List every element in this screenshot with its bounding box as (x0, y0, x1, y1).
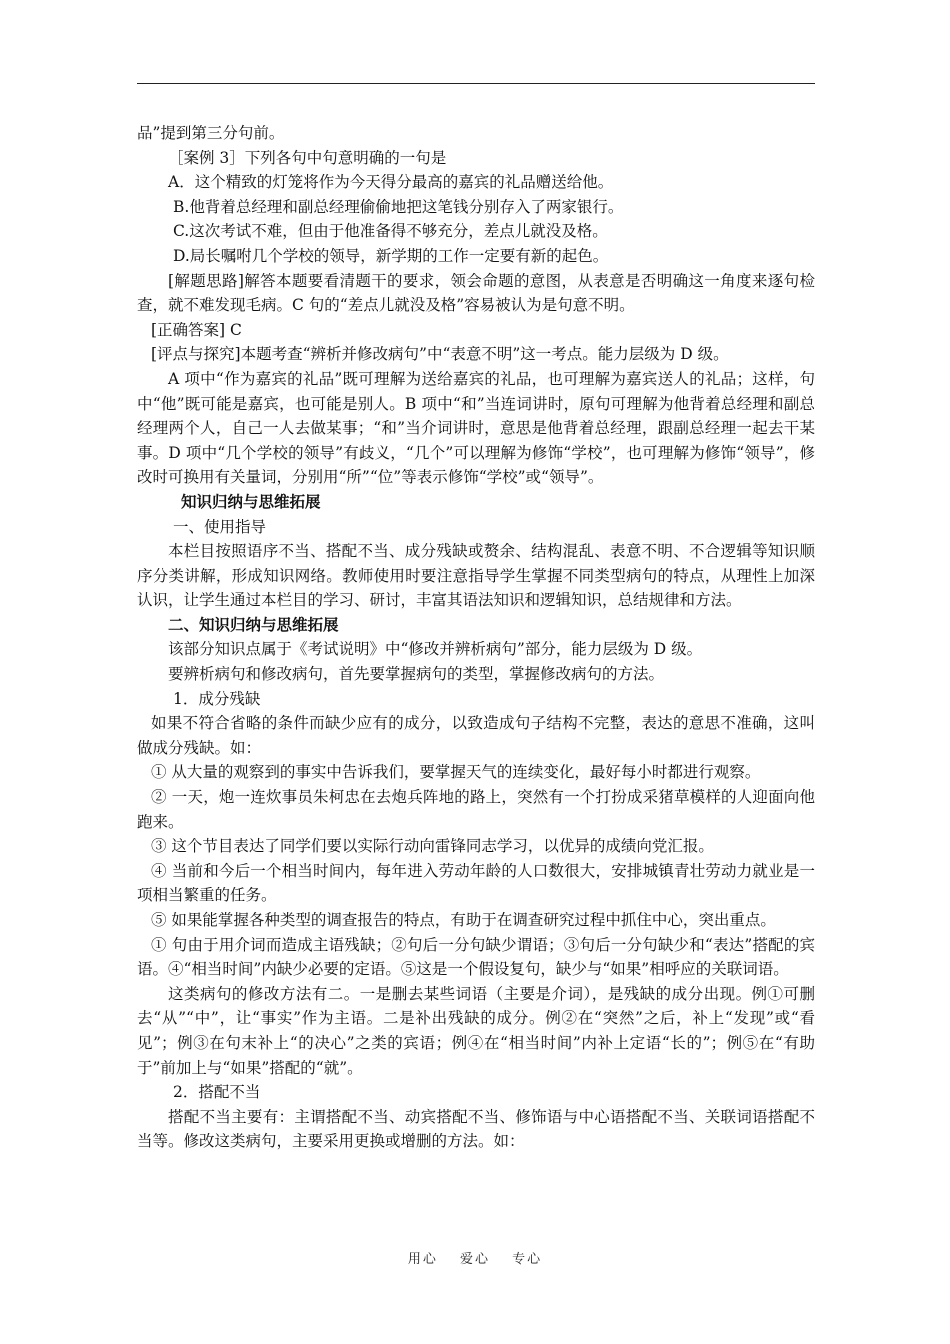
document-body (137, 121, 815, 1154)
subsection-heading: 一、使用指导 (173, 517, 267, 536)
paragraph: 要辨析病句和修改病句，首先要掌握病句的类型，掌握修改病句的方法。 (168, 665, 665, 684)
option-d: D.局长嘱咐几个学校的领导，新学期的工作一定要有新的起色。 (173, 246, 609, 265)
header-rule (137, 83, 815, 84)
example-item: ④ 当前和今后一个相当时间内，每年进入劳动年龄的人口数很大，安排城镇青壮劳动力就业是一项相当繁重的任务。 (137, 861, 815, 905)
solution-paragraph: [解题思路]解答本题要看清题干的要求，领会命题的意图，从表意是否明确这一角度来逐句检查，就不难发现毛病。C 句的“差点儿就没及格”容易被认为是句意不明。 (137, 271, 815, 315)
answer-line: [正确答案] C (151, 320, 242, 339)
example-item: ① 从大量的观察到的事实中告诉我们，要掌握天气的连续变化，最好每小时都进行观察。 (151, 763, 761, 782)
comment-paragraph: [评点与探究]本题考查“辨析并修改病句”中“表意不明”这一考点。能力层级为 D 级。 (151, 345, 729, 364)
numbered-heading: 1．成分残缺 (173, 689, 261, 708)
paragraph: 该部分知识点属于《考试说明》中“修改并辨析病句”部分，能力层级为 D 级。 (168, 640, 703, 659)
section-heading: 知识归纳与思维拓展 (181, 491, 321, 511)
subsection-heading: 二、知识归纳与思维拓展 (168, 614, 339, 634)
example-item: ⑤ 如果能掌握各种类型的调查报告的特点，有助于在调查研究过程中抓住中心，突出重点。 (151, 911, 776, 929)
paragraph: 这类病句的修改方法有二。一是删去某些词语（主要是介词），是残缺的成分出现。例①可删去“从”“中”，让“事实”作为主语。二是补出残缺的成分。例②在“突然”之后，补上“发现”或“看见”；例③在句末补上“的决心”之类的宾语；例④在“相当时间”内补上定语“长的”；例⑤在“有助于”前加上与“如果”搭配的“就”。 (137, 984, 815, 1077)
example-item: ③ 这个节目表达了同学们要以实际行动向雷锋同志学习，以优异的成绩向党汇报。 (151, 837, 714, 856)
numbered-heading: 2．搭配不当 (173, 1083, 261, 1102)
paragraph: 本栏目按照语序不当、搭配不当、成分残缺或赘余、结构混乱、表意不明、不合逻辑等知识顺序分类讲解，形成知识网络。教师使用时要注意指导学生掌握不同类型病句的特点，从理性上加深认识，让学生通过本栏目的学习、研讨，丰富其语法知识和逻辑知识，总结规律和方法。 (137, 542, 815, 610)
analysis-paragraph: A 项中“作为嘉宾的礼品”既可理解为送给嘉宾的礼品，也可理解为嘉宾送人的礼品；这样，句中“他”既可能是嘉宾，也可能是别人。B 项中“和”当连词讲时，原句可理解为他背着总经理和副总经理两个人，自己一人去做某事；“和”当介词讲时，意思是他背着总经理，跟副总经理一起去干某事。D 项中“几个学校的领导”有歧义，“几个”可以理解为修饰“学校”，也可理解为修饰“领导”，修改时可换用有关量词，分别用“所”“位”等表示修饰“学校”或“领导”。 (137, 369, 815, 487)
paragraph: 品”提到第三分句前。 (137, 124, 285, 142)
case-title: ［案例 3］下列各句中句意明确的一句是 (168, 148, 447, 167)
paragraph: 搭配不当主要有：主谓搭配不当、动宾搭配不当、修饰语与中心语搭配不当、关联词语搭配不当等。修改这类病句，主要采用更换或增删的方法。如： (137, 1107, 815, 1151)
option-a: A．这个精致的灯笼将作为今天得分最高的嘉宾的礼品赠送给他。 (168, 173, 614, 192)
page-footer: 用心 爱心 专心 (407, 1252, 543, 1267)
option-c: C.这次考试不难，但由于他准备得不够充分，差点儿就没及格。 (173, 222, 608, 241)
option-b: B.他背着总经理和副总经理偷偷地把这笔钱分别存入了两家银行。 (173, 197, 624, 216)
example-item: ② 一天，炮一连炊事员朱柯忠在去炮兵阵地的路上，突然有一个打扮成采猪草模样的人迎面向他跑来。 (137, 788, 815, 831)
explanation-paragraph: ① 句由于用介词而造成主语残缺；②句后一分句缺少谓语；③句后一分句缺少和“表达”搭配的宾语。④“相当时间”内缺少必要的定语。⑤这是一个假设复句，缺少与“如果”相呼应的关联词语。 (137, 935, 815, 979)
paragraph: 如果不符合省略的条件而缺少应有的成分，以致造成句子结构不完整，表达的意思不准确，这叫做成分残缺。如： (137, 714, 815, 757)
